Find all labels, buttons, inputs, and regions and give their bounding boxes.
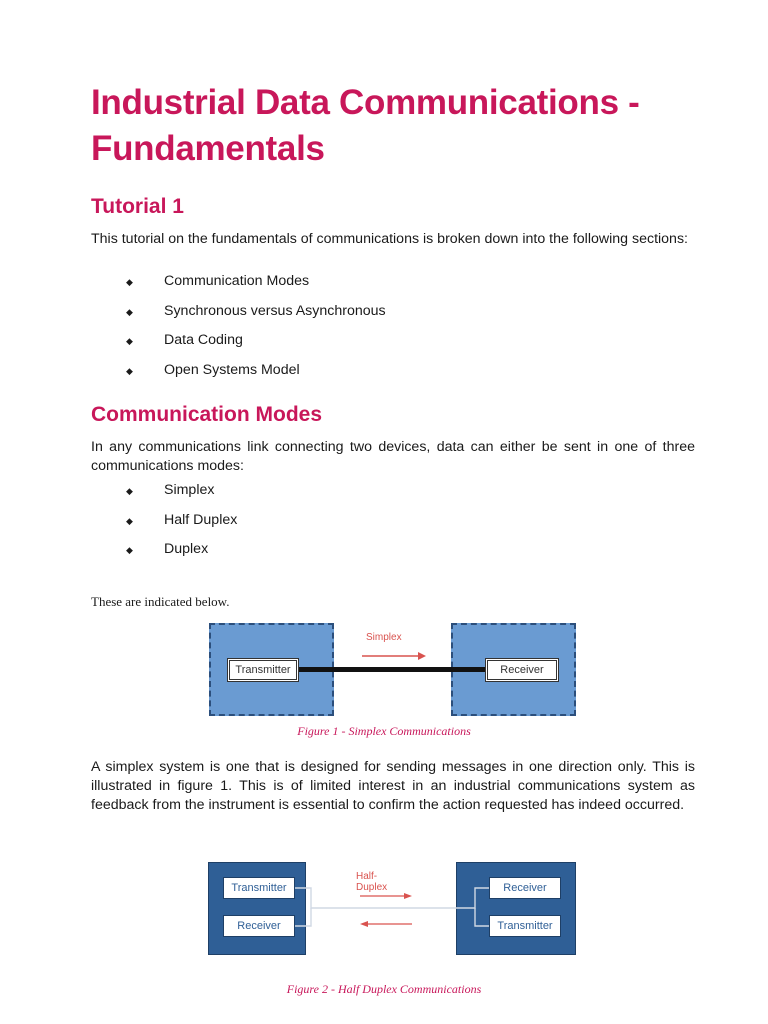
right-transmitter-label: Transmitter <box>489 915 561 937</box>
modes-list <box>126 481 237 570</box>
bullet-diamond-icon: ◆ <box>126 336 133 346</box>
left-transmitter-label: Transmitter <box>223 877 295 899</box>
simplex-description: A simplex system is one that is designed for sending messages in one direction only. This is illustrated in figure 1. This is of limited interest in an industrial communications system as feedback from the instrument is essential to confirm the action requested has indeed occurred. <box>91 759 695 813</box>
tutorial-heading: Tutorial 1 <box>91 195 184 218</box>
list-item: ◆ Data Coding <box>126 331 386 361</box>
simplex-label: Simplex <box>366 632 402 643</box>
bullet-diamond-icon: ◆ <box>126 486 133 496</box>
list-item: ◆ Duplex <box>126 540 237 570</box>
transmitter-label: Transmitter <box>229 660 297 680</box>
modes-intro: In any communications link connecting two devices, data can either be sent in one of three communications modes: <box>91 439 695 474</box>
half-duplex-label: Half-Duplex <box>356 871 388 893</box>
list-item: ◆ Simplex <box>126 481 237 511</box>
half-duplex-arrows-icon <box>358 890 414 932</box>
indicated-text: These are indicated below. <box>91 594 230 609</box>
list-item: ◆ Half Duplex <box>126 511 237 541</box>
left-receiver-label: Receiver <box>223 915 295 937</box>
bullet-diamond-icon: ◆ <box>126 365 133 376</box>
tutorial-intro: This tutorial on the fundamentals of communications is broken down into the following sections: <box>91 231 688 247</box>
bullet-diamond-icon: ◆ <box>126 515 133 526</box>
right-receiver-label: Receiver <box>489 877 561 899</box>
list-item: ◆ Synchronous versus Asynchronous <box>126 302 386 332</box>
bullet-diamond-icon: ◆ <box>126 277 133 287</box>
receiver-label: Receiver <box>487 660 557 680</box>
list-item: ◆ Communication Modes <box>126 272 386 302</box>
modes-heading: Communication Modes <box>91 403 323 426</box>
bullet-diamond-icon: ◆ <box>126 545 133 555</box>
left-device-box <box>208 862 306 955</box>
bullet-diamond-icon: ◆ <box>126 306 133 317</box>
figure1-caption: Figure 1 - Simplex Communications <box>297 724 471 738</box>
figure2-caption: Figure 2 - Half Duplex Communications <box>286 982 482 996</box>
simplex-link-line <box>297 667 487 672</box>
document-title: Industrial Data Communications - Fundamentals <box>91 83 640 168</box>
tutorial-section-list <box>126 272 386 390</box>
simplex-arrow-icon <box>360 650 428 662</box>
list-item: ◆ Open Systems Model <box>126 361 386 391</box>
